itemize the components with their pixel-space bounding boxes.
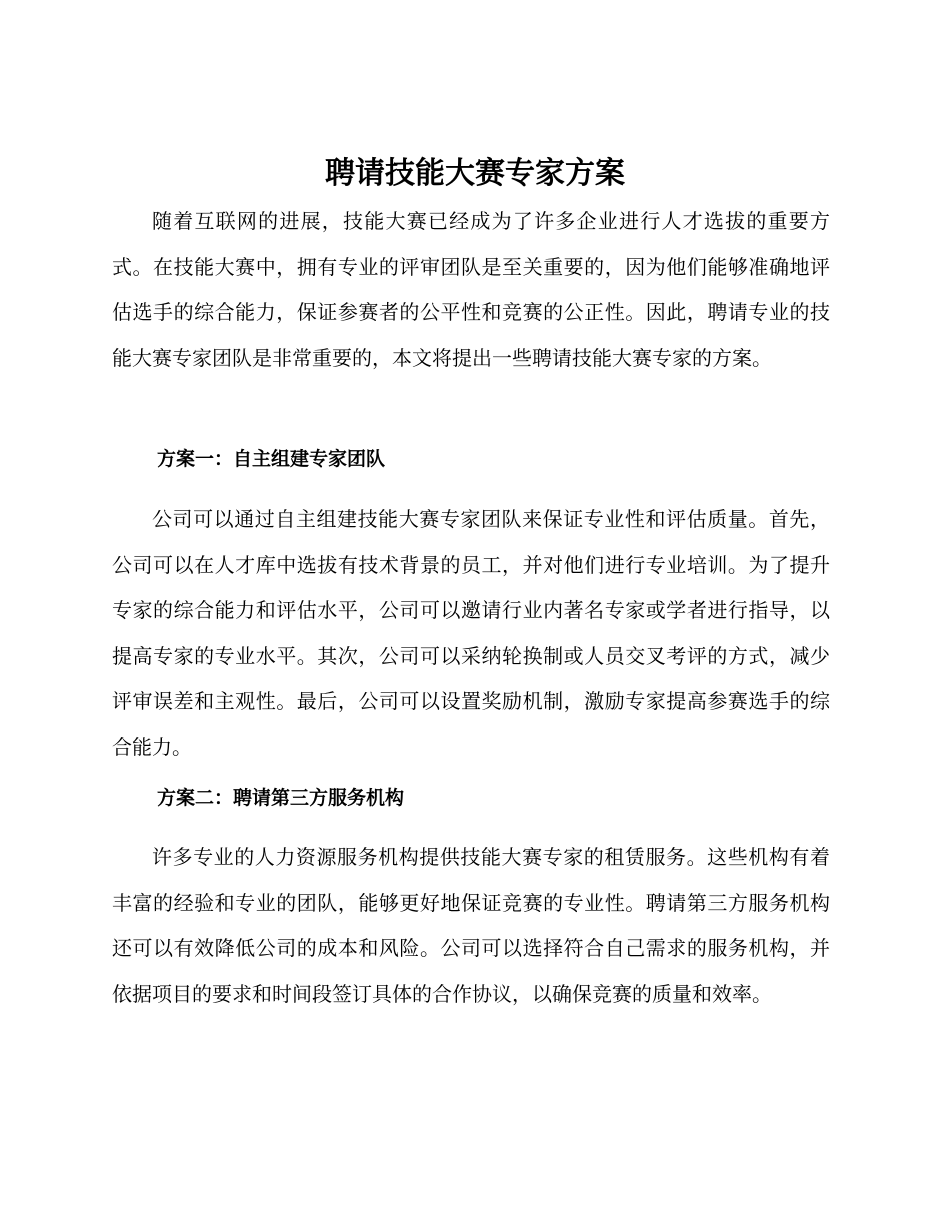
intro-paragraph: 随着互联网的进展，技能大赛已经成为了许多企业进行人才选拔的重要方式。在技能大赛中，拥有专业的评审团队是至关重要的，因为他们能够准确地评估选手的综合能力，保证参赛者的公平性和竞赛的公正性。因此，聘请专业的技能大赛专家团队是非常重要的，本文将提出一些聘请技能大赛专家的方案。 bbox=[112, 209, 830, 370]
document-title: 聘请技能大赛专家方案 bbox=[325, 156, 625, 191]
section-heading-plan-one: 方案一：自主组建专家团队 bbox=[157, 448, 386, 470]
section-body-plan-one: 公司可以通过自主组建技能大赛专家团队来保证专业性和评估质量。首先，公司可以在人才库中选拔有技术背景的员工，并对他们进行专业培训。为了提升专家的综合能力和评估水平，公司可以邀请行业内著名专家或学者进行指导，以提高专家的专业水平。其次，公司可以采纳轮换制或人员交叉考评的方式，减少评审误差和主观性。最后，公司可以设置奖励机制，激励专家提高参赛选手的综合能力。 bbox=[112, 507, 830, 759]
section-body-plan-two: 许多专业的人力资源服务机构提供技能大赛专家的租赁服务。这些机构有着丰富的经验和专业的团队，能够更好地保证竞赛的专业性。聘请第三方服务机构还可以有效降低公司的成本和风险。公司可以选择符合自己需求的服务机构，并依据项目的要求和时间段签订具体的合作协议，以确保竞赛的质量和效率。 bbox=[112, 845, 830, 1006]
section-heading-plan-two: 方案二：聘请第三方服务机构 bbox=[157, 787, 405, 809]
